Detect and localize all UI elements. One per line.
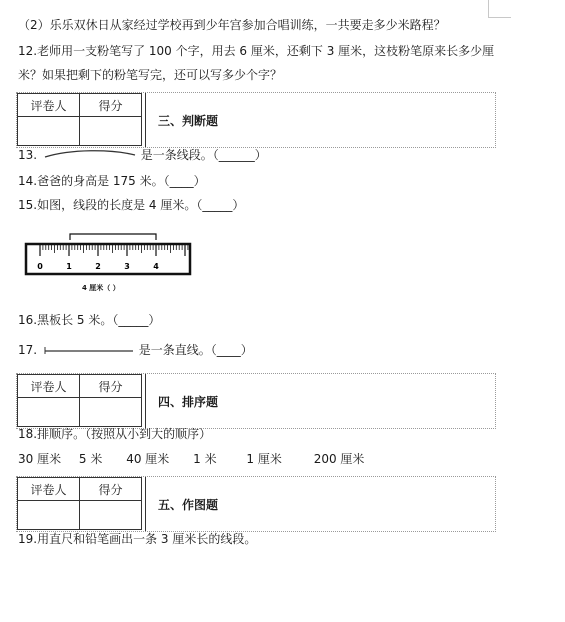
measured-segment (70, 234, 156, 240)
section-5-title: 五、作图题 (158, 498, 219, 512)
question-15: 15.如图，线段的长度是 4 厘米。（_____） (18, 198, 245, 212)
score-table (17, 477, 142, 530)
ruler-tick-label: 1 (66, 262, 72, 271)
score-header: 得分 (80, 375, 142, 398)
reviewer-cell[interactable] (18, 117, 80, 146)
question-16: 16.黑板长 5 米。（_____） (18, 313, 161, 327)
ruler-tick-label: 3 (124, 262, 130, 271)
question-17-number: 17. (18, 343, 38, 357)
question-17-text: 是一条直线。（____） (138, 343, 253, 357)
sort-item: 40 厘米 (126, 452, 170, 466)
score-table (17, 374, 142, 427)
section-3-title: 三、判断题 (158, 114, 219, 128)
score-table (17, 93, 142, 146)
question-12-line-1: 12.老师用一支粉笔写了 100 个字，用去 6 厘米，还剩下 3 厘米，这枝粉笔原来长多少厘 (18, 44, 495, 58)
score-box-section-3 (16, 92, 496, 148)
curved-line-figure (41, 149, 137, 163)
ruler-caption: 4 厘米（ ） (82, 284, 120, 292)
section-divider (145, 93, 146, 147)
ruler-tick-label: 4 (153, 262, 159, 271)
question-13-text: 是一条线段。（______） (140, 148, 267, 162)
question-13 (18, 147, 267, 163)
question-18: 18.排顺序。（按照从小到大的顺序） (18, 427, 212, 441)
question-18-items (18, 451, 364, 467)
sort-item: 5 米 (78, 452, 103, 466)
score-header: 得分 (80, 94, 142, 117)
question-12-line-2: 米？如果把剩下的粉笔写完，还可以写多少个字？ (18, 68, 283, 82)
page-corner-mark (488, 0, 511, 18)
sort-item: 200 厘米 (313, 452, 365, 466)
score-box-section-5 (16, 476, 496, 532)
score-header: 得分 (80, 478, 142, 501)
score-cell[interactable] (80, 501, 142, 530)
score-cell[interactable] (80, 398, 142, 427)
straight-line-figure (41, 346, 135, 356)
score-box-section-4 (16, 373, 496, 429)
ruler-figure (22, 230, 194, 294)
question-14: 14.爸爸的身高是 175 米。（____） (18, 174, 206, 188)
reviewer-cell[interactable] (18, 398, 80, 427)
sort-item: 1 厘米 (246, 452, 282, 466)
question-11-part-2: （2）乐乐双休日从家经过学校再到少年宫参加合唱训练，一共要走多少米路程？ (18, 18, 446, 32)
reviewer-header: 评卷人 (18, 94, 80, 117)
reviewer-header: 评卷人 (18, 375, 80, 398)
section-divider (145, 477, 146, 531)
question-17 (18, 342, 253, 358)
ruler-tick-label: 2 (95, 262, 101, 271)
ruler-tick-label: 0 (37, 262, 43, 271)
ruler-body (26, 244, 190, 274)
section-4-title: 四、排序题 (158, 395, 219, 409)
question-13-number: 13. (18, 148, 38, 162)
reviewer-cell[interactable] (18, 501, 80, 530)
sort-item: 1 米 (193, 452, 217, 466)
sort-item: 30 厘米 (18, 452, 62, 466)
reviewer-header: 评卷人 (18, 478, 80, 501)
question-19: 19.用直尺和铅笔画出一条 3 厘米长的线段。 (18, 532, 257, 546)
section-divider (145, 374, 146, 428)
score-cell[interactable] (80, 117, 142, 146)
